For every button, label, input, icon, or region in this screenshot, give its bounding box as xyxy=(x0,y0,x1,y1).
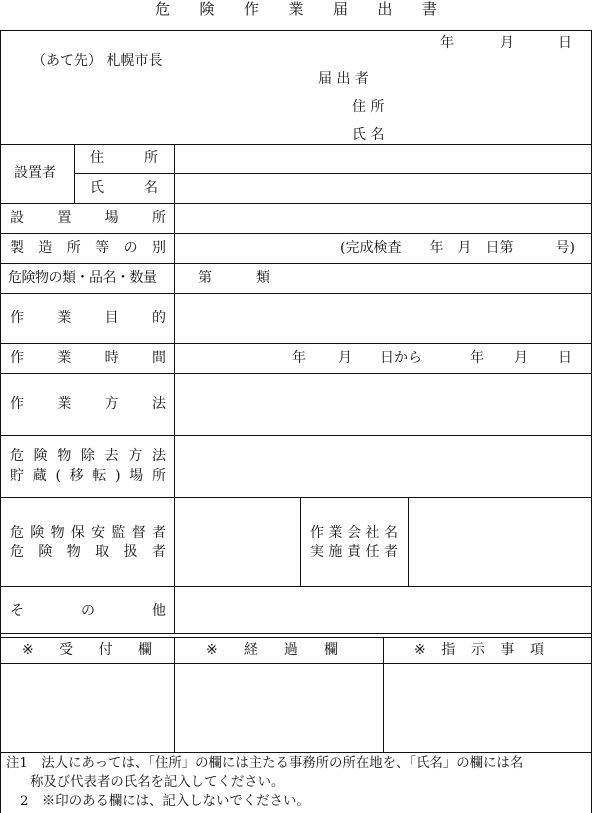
label-char: 会 xyxy=(347,525,361,541)
title-char: 届 xyxy=(332,0,348,18)
label-char: 業 xyxy=(328,525,343,541)
rule-v xyxy=(74,144,75,203)
label-char: 欄 xyxy=(138,642,152,658)
label-char: 転 xyxy=(92,468,107,484)
label-char: 任 xyxy=(365,544,380,560)
facility-type-label xyxy=(10,241,166,255)
label-char: 扱 xyxy=(123,544,138,560)
label-char: 取 xyxy=(95,544,110,560)
label-char: 業 xyxy=(57,350,72,366)
label-char: 造 xyxy=(38,240,53,256)
method-label xyxy=(10,397,166,411)
rule xyxy=(0,263,592,264)
rule xyxy=(0,663,592,664)
label-char: 項 xyxy=(529,642,544,658)
label-char: 名 xyxy=(144,180,158,196)
date-day-label: 日 xyxy=(558,35,572,51)
label-char: 所 xyxy=(151,210,166,226)
work-company-label xyxy=(310,526,398,540)
label-char: 製 xyxy=(10,240,24,256)
time-month-end: 月 xyxy=(514,350,528,366)
label-char: 付 xyxy=(98,642,113,658)
label-char: 保 xyxy=(70,525,85,541)
applicant-header: 届 出 者 xyxy=(318,71,369,87)
label-char: 経 xyxy=(243,642,258,658)
label-char: 険 xyxy=(30,525,45,541)
location-field[interactable] xyxy=(175,204,591,233)
title-char: 作 xyxy=(243,0,259,18)
label-char: 法 xyxy=(151,396,166,412)
time-label xyxy=(10,351,166,365)
time-year-start: 年 xyxy=(292,350,306,366)
label-char: 示 xyxy=(470,642,485,658)
installer-address-label xyxy=(90,151,158,165)
page-title xyxy=(155,2,437,17)
label-char: 者 xyxy=(151,525,166,541)
rule xyxy=(0,343,592,344)
label-char: 間 xyxy=(151,350,166,366)
label-char: 事 xyxy=(500,642,515,658)
rule-v xyxy=(383,637,384,752)
time-day-end: 日 xyxy=(558,350,572,366)
progress-column-header xyxy=(206,643,338,657)
label-char: 過 xyxy=(283,642,298,658)
label-char: 方 xyxy=(128,448,143,464)
time-month-start: 月 xyxy=(338,350,352,366)
date-year-label: 年 xyxy=(440,35,454,51)
label-char: 施 xyxy=(328,544,343,560)
label-char: ※ xyxy=(414,642,426,658)
label-char: 第 xyxy=(198,270,212,286)
label-char: 指 xyxy=(441,642,456,658)
label-char: 設 xyxy=(10,210,24,226)
time-day-start: 日から xyxy=(380,350,422,366)
label-char: 安 xyxy=(91,525,106,541)
label-char: 作 xyxy=(10,350,24,366)
date-month-label: 月 xyxy=(500,35,514,51)
label-char: 名 xyxy=(384,525,398,541)
company-field[interactable] xyxy=(409,498,591,586)
label-char: 者 xyxy=(384,544,398,560)
removal-storage-field[interactable] xyxy=(175,436,591,497)
title-char: 出 xyxy=(377,0,393,18)
label-char: ) xyxy=(115,468,121,484)
rule xyxy=(0,633,592,634)
label-char: 監 xyxy=(111,525,126,541)
label-char: 業 xyxy=(57,396,72,412)
instructions-column-header xyxy=(414,643,544,657)
frame-left xyxy=(0,30,1,813)
hazmat-handler-label xyxy=(10,545,166,559)
removal-method-label xyxy=(10,449,166,463)
rule-v xyxy=(300,497,301,586)
label-char: ※ xyxy=(206,642,218,658)
rule xyxy=(0,752,592,753)
label-char: 険 xyxy=(33,448,48,464)
rule xyxy=(0,233,592,234)
label-char: 物 xyxy=(50,525,65,541)
label-char: 目 xyxy=(104,310,119,326)
label-char: 欄 xyxy=(323,642,338,658)
label-char: 所 xyxy=(151,468,166,484)
label-char: 貯 xyxy=(10,468,24,484)
rule-v xyxy=(174,637,175,752)
purpose-field[interactable] xyxy=(175,294,591,343)
title-char: 危 xyxy=(155,0,171,18)
time-year-end: 年 xyxy=(470,350,484,366)
label-char: 場 xyxy=(104,210,119,226)
note-1-line-2: 称及び代表者の氏名を記入してください。 xyxy=(30,775,285,790)
label-char: 場 xyxy=(129,468,144,484)
label-char: ※ xyxy=(22,642,34,658)
label-char: 受 xyxy=(59,642,74,658)
frame-top xyxy=(0,30,592,31)
label-char: 危 xyxy=(10,544,24,560)
label-char: 物 xyxy=(66,544,81,560)
label-char: 険 xyxy=(38,544,53,560)
label-char: 時 xyxy=(104,350,119,366)
label-char: 置 xyxy=(57,210,72,226)
label-char: 蔵 xyxy=(32,468,47,484)
other-field[interactable] xyxy=(175,587,591,633)
other-label xyxy=(10,604,166,618)
title-char: 書 xyxy=(421,0,437,18)
installer-name-field[interactable] xyxy=(175,174,591,203)
label-char: ( xyxy=(55,468,61,484)
installer-name-label xyxy=(90,181,158,195)
label-char: 除 xyxy=(80,448,95,464)
label-char: 去 xyxy=(104,448,119,464)
installer-label: 設置者 xyxy=(14,165,56,181)
addressee: （あて先） 札幌市長 xyxy=(32,53,163,69)
label-char: 他 xyxy=(152,603,166,619)
applicant-address-label: 住 所 xyxy=(352,99,385,115)
label-char: 責 xyxy=(347,544,361,560)
label-char: 作 xyxy=(310,525,324,541)
note-2: 2 ※印のある欄には、記入しないでください。 xyxy=(20,794,310,809)
label-char: 所 xyxy=(66,240,81,256)
location-label xyxy=(10,211,166,225)
label-char: 類 xyxy=(256,270,270,286)
completion-inspection-text: (完成検査 年 月 日第 号) xyxy=(340,240,575,256)
label-char: 法 xyxy=(151,448,166,464)
hazard-class-label: 危険物の類・品名・数量 xyxy=(8,270,157,286)
label-char: 作 xyxy=(10,310,24,326)
note-1-line-1: 注1 法人にあっては、「住所」の欄には主たる事務所の所在地を、「氏名」の欄には名 xyxy=(6,756,524,771)
label-char: 実 xyxy=(310,544,324,560)
installer-address-field[interactable] xyxy=(175,145,591,173)
label-char: 業 xyxy=(57,310,72,326)
reception-column-header xyxy=(22,643,152,657)
rule-double xyxy=(0,637,592,638)
label-char: 移 xyxy=(69,468,84,484)
label-char: 督 xyxy=(131,525,146,541)
label-char: 危 xyxy=(10,448,24,464)
supervisor-field[interactable] xyxy=(175,498,300,586)
label-char: 等 xyxy=(95,240,110,256)
label-char: 的 xyxy=(151,310,166,326)
label-char: の xyxy=(81,603,95,619)
method-field[interactable] xyxy=(175,374,591,435)
title-char: 業 xyxy=(288,0,304,18)
responsible-person-label xyxy=(310,545,398,559)
label-char: 氏 xyxy=(90,180,104,196)
label-char: 所 xyxy=(144,150,158,166)
safety-supervisor-label xyxy=(10,526,166,540)
title-char: 険 xyxy=(199,0,215,18)
purpose-label xyxy=(10,311,166,325)
storage-location-label xyxy=(10,469,166,483)
label-char: そ xyxy=(10,603,24,619)
label-char: の xyxy=(123,240,138,256)
label-char: 危 xyxy=(10,525,24,541)
label-char: 方 xyxy=(104,396,119,412)
label-char: 者 xyxy=(151,544,166,560)
label-char: 物 xyxy=(57,448,72,464)
label-char: 社 xyxy=(365,525,380,541)
label-char: 住 xyxy=(90,150,104,166)
applicant-name-label: 氏 名 xyxy=(352,127,385,143)
label-char: 作 xyxy=(10,396,24,412)
hazard-class-value xyxy=(198,271,270,285)
label-char: 別 xyxy=(151,240,166,256)
